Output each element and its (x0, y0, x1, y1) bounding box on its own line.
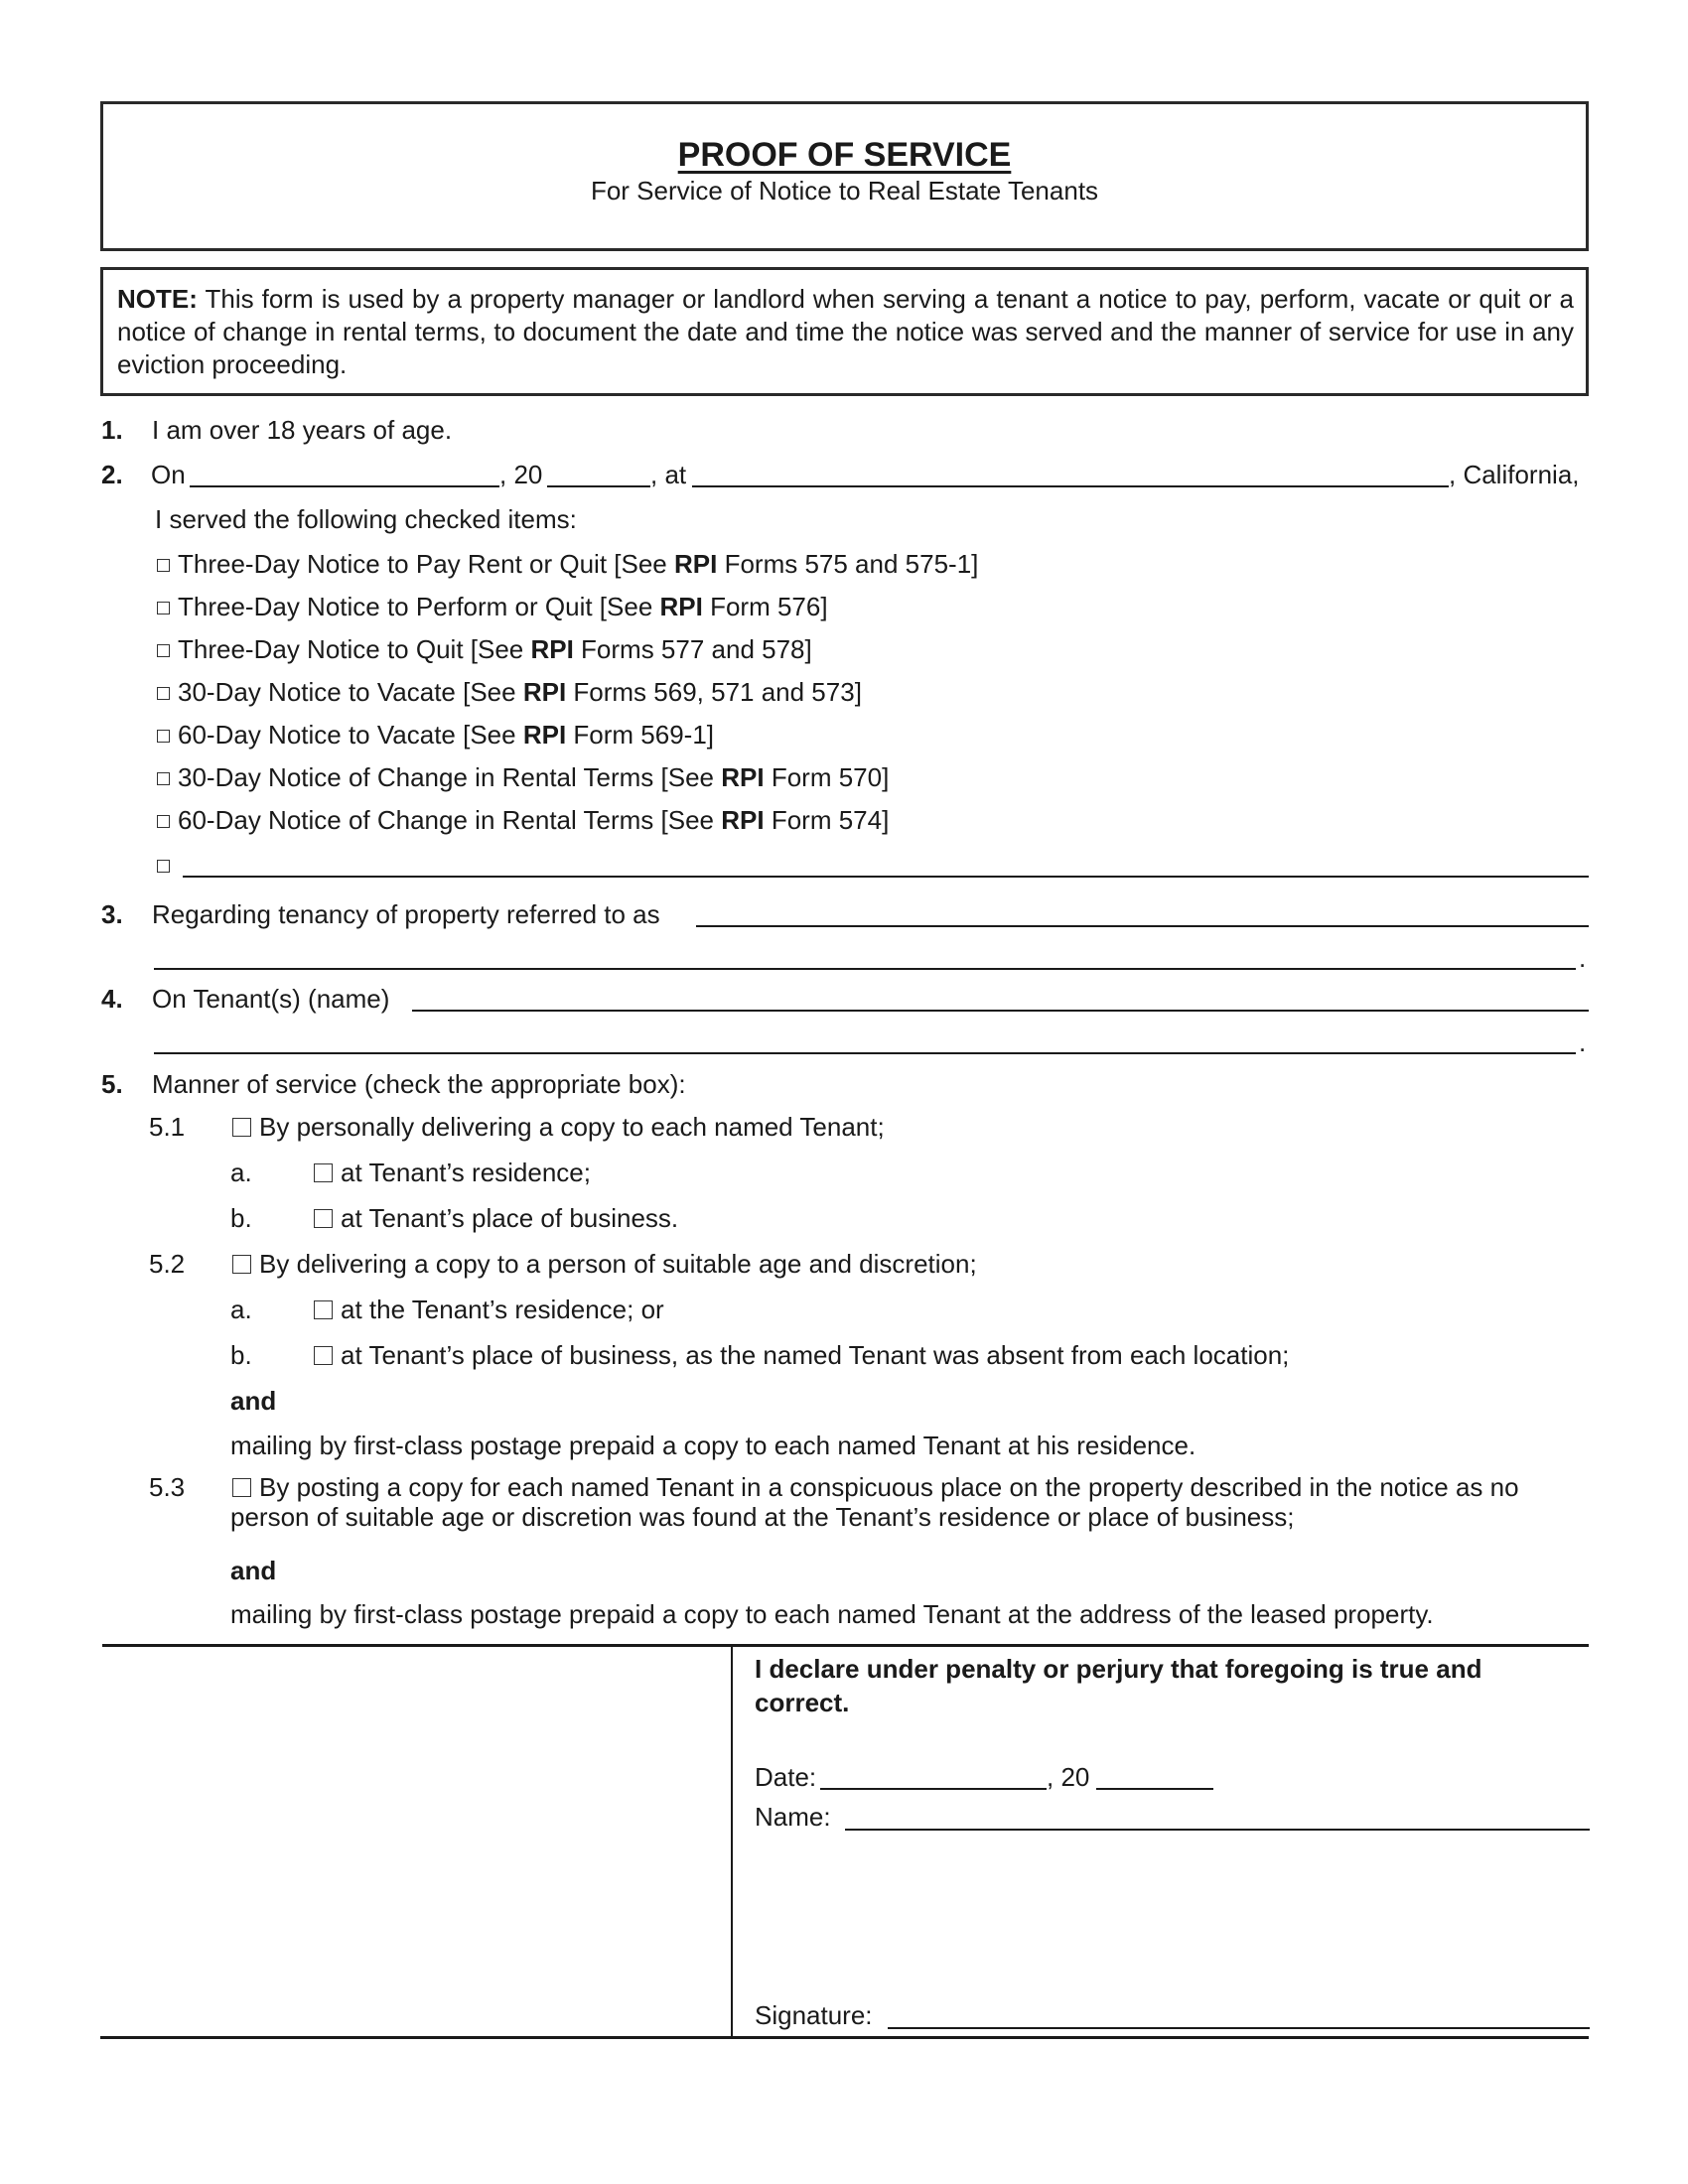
item-3-number: 3. (101, 899, 123, 929)
note-text (117, 283, 1574, 381)
item-4-number: 4. (101, 984, 123, 1014)
notice-option[interactable]: Three-Day Notice to Perform or Quit [See RPI Form 576] (157, 592, 828, 621)
item-2-number: 2. (101, 460, 123, 489)
item-2-state-label: , California, (1449, 460, 1580, 489)
declaration-year-label: , 20 (1047, 1762, 1090, 1792)
item-5-number: 5. (101, 1069, 123, 1099)
section-5-2-and: and (230, 1386, 277, 1416)
signature-divider (731, 1645, 733, 2037)
checkbox-icon[interactable] (314, 1209, 333, 1228)
item-3-text: Regarding tenancy of property referred to as (152, 899, 660, 929)
section-5-2-b-option[interactable]: at Tenant’s place of business, as the named Tenant was absent from each location; (314, 1340, 1289, 1370)
section-5-3-mail-text: mailing by first-class postage prepaid a copy to each named Tenant at the address of the leased property. (230, 1599, 1434, 1629)
tenant-name-field-line2[interactable] (154, 1024, 1574, 1050)
property-line-1 (696, 925, 1589, 927)
declaration-name-label: Name: (755, 1802, 831, 1832)
checkbox-icon[interactable] (157, 687, 170, 700)
checkbox-icon[interactable] (314, 1300, 333, 1319)
signature-bottom-rule (100, 2036, 1589, 2039)
checkbox-icon[interactable] (232, 1255, 251, 1274)
section-5-2-option[interactable]: By delivering a copy to a person of suitable age and discretion; (232, 1249, 977, 1279)
declaration-signature-label: Signature: (755, 2000, 873, 2030)
checkbox-icon[interactable] (232, 1478, 251, 1497)
tenant-name-line-2 (154, 1052, 1576, 1054)
section-5-2-a-label: a. (230, 1295, 252, 1324)
tenant-name-field-line1[interactable] (412, 981, 1587, 1007)
item-2-on-label: On (151, 460, 186, 489)
section-5-1-b-option[interactable]: at Tenant’s place of business. (314, 1203, 678, 1233)
header-box (100, 101, 1589, 251)
checkbox-icon[interactable] (314, 1163, 333, 1182)
declaration-date-label: Date: (755, 1762, 817, 1792)
property-field-line2[interactable] (154, 940, 1574, 966)
section-5-2-a-option[interactable]: at the Tenant’s residence; or (314, 1295, 664, 1324)
checkbox-icon[interactable] (157, 860, 170, 873)
checkbox-icon[interactable] (157, 730, 170, 743)
note-box (100, 267, 1589, 396)
service-year-field[interactable] (547, 459, 648, 484)
item-1-text: I am over 18 years of age. (152, 415, 453, 445)
notice-option[interactable]: Three-Day Notice to Quit [See RPI Forms 577 and 578] (157, 634, 812, 664)
notice-option[interactable]: 30-Day Notice of Change in Rental Terms [See RPI Form 570] (157, 762, 889, 792)
checkbox-icon[interactable] (314, 1346, 333, 1365)
page-subtitle: For Service of Notice to Real Estate Tenants (590, 176, 1099, 205)
served-items-label: I served the following checked items: (155, 504, 577, 534)
notice-option-other[interactable] (157, 850, 178, 880)
declaration-line1: I declare under penalty or perjury that foregoing is true and (755, 1654, 1482, 1684)
service-location-field[interactable] (692, 459, 1447, 484)
checkbox-icon[interactable] (157, 644, 170, 657)
note-body: This form is used by a property manager or landlord when serving a tenant a notice to pay, perform, vacate or quit or a notice of change in rental terms, to document the date and time the notice was served and the manner of service for use in any eviction proceeding. (117, 284, 1574, 379)
notice-option[interactable]: 60-Day Notice to Vacate [See RPI Form 569-1] (157, 720, 714, 750)
section-5-1-option[interactable]: By personally delivering a copy to each named Tenant; (232, 1112, 885, 1142)
checkbox-icon[interactable] (232, 1118, 251, 1137)
checkbox-icon[interactable] (157, 559, 170, 572)
checkbox-icon[interactable] (157, 772, 170, 785)
declaration-name-line (845, 1829, 1590, 1831)
item-4-end-punct: . (1579, 1027, 1587, 1057)
item-2-year-label: , 20 (499, 460, 543, 489)
section-5-3-text-line2: person of suitable age or discretion was found at the Tenant’s residence or place of business; (230, 1502, 1295, 1532)
service-date-field[interactable] (190, 459, 497, 484)
service-location-line (692, 485, 1449, 487)
section-5-3-and: and (230, 1556, 277, 1585)
section-5-1-number: 5.1 (149, 1112, 186, 1142)
signature-top-rule (102, 1644, 1589, 1647)
section-5-1-a-label: a. (230, 1158, 252, 1187)
checkbox-icon[interactable] (157, 602, 170, 614)
notice-option[interactable]: 60-Day Notice of Change in Rental Terms [See RPI Form 574] (157, 805, 889, 835)
tenant-name-line-1 (412, 1010, 1589, 1012)
declaration-signature-line (888, 2027, 1590, 2029)
item-3-end-punct: . (1579, 943, 1587, 973)
section-5-1-b-label: b. (230, 1203, 252, 1233)
service-year-line (547, 485, 650, 487)
service-date-line (190, 485, 499, 487)
item-1-number: 1. (101, 415, 123, 445)
section-5-1-a-option[interactable]: at Tenant’s residence; (314, 1158, 591, 1187)
section-5-3-number: 5.3 (149, 1472, 186, 1502)
declaration-year-field[interactable] (1096, 1761, 1211, 1787)
notice-option[interactable]: 30-Day Notice to Vacate [See RPI Forms 569, 571 and 573] (157, 677, 862, 707)
notice-option[interactable]: Three-Day Notice to Pay Rent or Quit [See RPI Forms 575 and 575-1] (157, 549, 978, 579)
section-5-2-mail-text: mailing by first-class postage prepaid a copy to each named Tenant at his residence. (230, 1431, 1196, 1460)
property-field-line1[interactable] (696, 896, 1587, 922)
note-label: NOTE: (117, 284, 198, 314)
item-5-text: Manner of service (check the appropriate box): (152, 1069, 686, 1099)
declaration-date-line (820, 1788, 1047, 1790)
section-5-2-number: 5.2 (149, 1249, 186, 1279)
item-4-text: On Tenant(s) (name) (152, 984, 390, 1014)
page-title: PROOF OF SERVICE (677, 136, 1012, 174)
section-5-3-option[interactable]: By posting a copy for each named Tenant in a conspicuous place on the property described in the notice as no (232, 1472, 1519, 1502)
other-notice-field[interactable] (183, 847, 1587, 873)
declaration-date-field[interactable] (820, 1761, 1045, 1787)
property-line-2 (154, 968, 1576, 970)
declaration-line2: correct. (755, 1688, 850, 1717)
declaration-year-line (1096, 1788, 1213, 1790)
declaration-name-field[interactable] (845, 1801, 1588, 1827)
checkbox-icon[interactable] (157, 815, 170, 828)
other-notice-line (183, 876, 1589, 878)
declaration-signature-field[interactable] (888, 1999, 1588, 2025)
section-5-2-b-label: b. (230, 1340, 252, 1370)
item-2-at-label: , at (650, 460, 687, 489)
